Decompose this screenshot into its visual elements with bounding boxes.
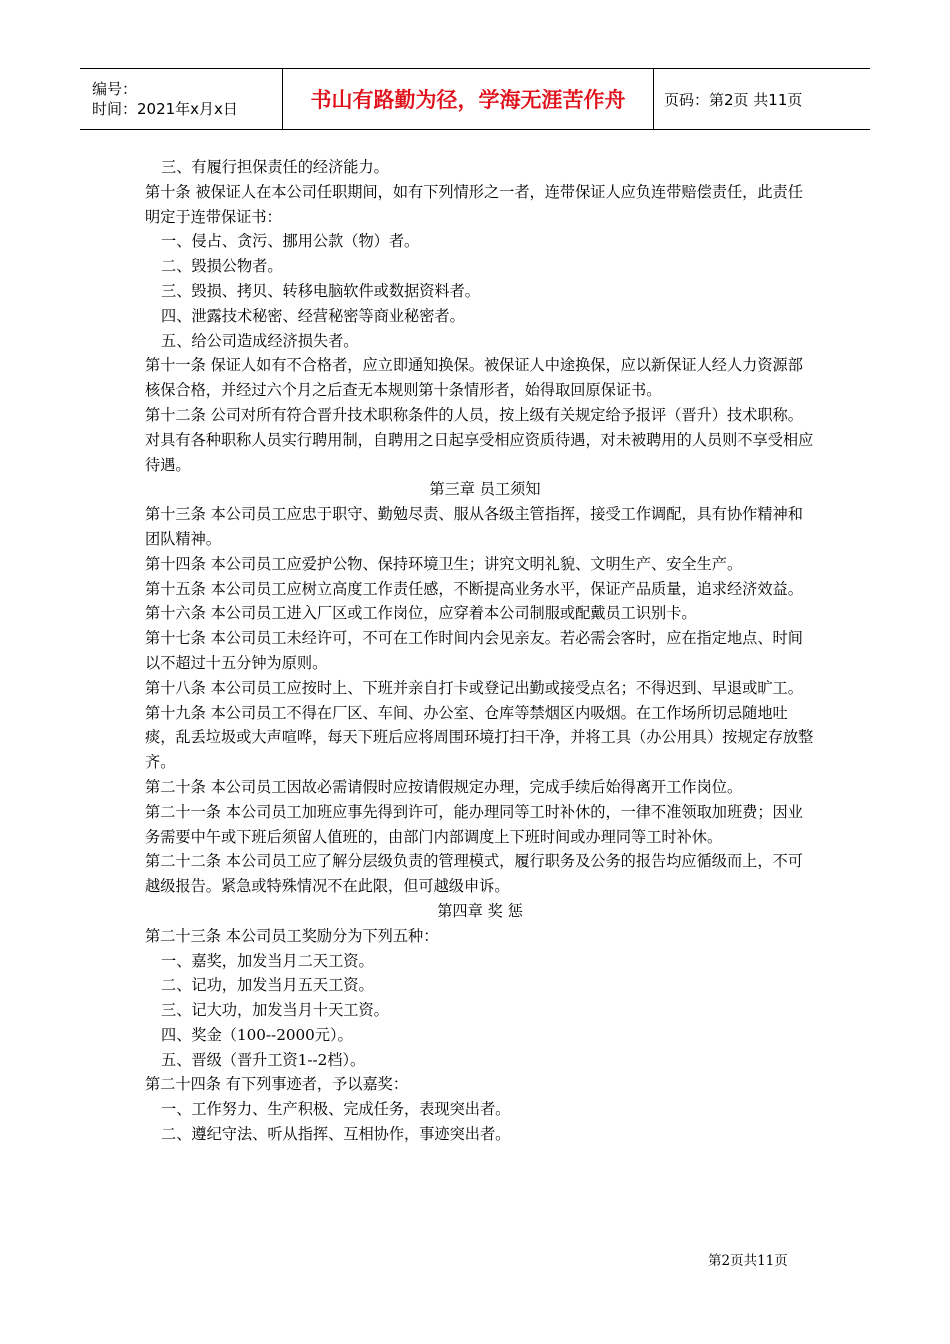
motto: 书山有路勤为径，学海无涯苦作舟 bbox=[282, 69, 654, 129]
item-line: 三、有履行担保责任的经济能力。 bbox=[161, 158, 389, 176]
item-line: 二、遵纪守法、听从指挥、互相协作，事迹突出者。 bbox=[161, 1125, 511, 1144]
item-line: 一、工作努力、生产积极、完成任务，表现突出者。 bbox=[161, 1100, 511, 1119]
number-label: 编号： bbox=[92, 80, 138, 98]
article-16: 第十六条 本公司员工进入厂区或工作岗位，应穿着本公司制服或配戴员工识别卡。 bbox=[145, 604, 697, 623]
article-21: 第二十一条 本公司员工加班应事先得到许可，能办理同等工时补休的，一律不准领取加班费；因业务需要中午或下班后须留人值班的，由部门内部调度上下班时间或办理同等工时补休。 bbox=[145, 802, 803, 846]
article-20: 第二十条 本公司员工因故必需请假时应按请假规定办理，完成手续后始得离开工作岗位。 bbox=[145, 777, 743, 796]
document-header bbox=[80, 68, 870, 130]
article-12: 第十二条 公司对所有符合晋升技术职称条件的人员，按上级有关规定给予报评（晋升）技术职称。对具有各种职称人员实行聘用制，自聘用之日起享受相应资质待遇，对未被聘用的人员则不享受相应待遇。 bbox=[145, 405, 814, 474]
article-17: 第十七条 本公司员工未经许可，不可在工作时间内会见亲友。若必需会客时，应在指定地点、时间以不超过十五分钟为原则。 bbox=[145, 629, 803, 672]
header-meta bbox=[80, 69, 282, 129]
article-15: 第十五条 本公司员工应树立高度工作责任感，不断提高业务水平，保证产品质量，追求经济效益。 bbox=[145, 579, 803, 598]
article-24: 第二十四条 有下列事迹者，予以嘉奖： bbox=[145, 1075, 409, 1094]
item-line: 三、毁损、拷贝、转移电脑软件或数据资料者。 bbox=[161, 281, 480, 300]
time-label: 时间：2021年x月x日 bbox=[92, 100, 238, 118]
article-10: 第十条 被保证人在本公司任职期间，如有下列情形之一者，连带保证人应负连带赔偿责任，此责任明定于连带保证书： bbox=[145, 182, 803, 226]
chapter-4-heading: 第四章 奖 惩 bbox=[437, 901, 523, 920]
article-11: 第十一条 保证人如有不合格者，应立即通知换保。被保证人中途换保，应以新保证人经人力资源部核保合格，并经过六个月之后查无本规则第十条情形者，始得取回原保证书。 bbox=[145, 356, 803, 400]
item-line: 四、泄露技术秘密、经营秘密等商业秘密者。 bbox=[161, 306, 465, 325]
page-footer: 第2页共11页 bbox=[708, 1253, 788, 1269]
chapter-3-heading: 第三章 员工须知 bbox=[429, 480, 541, 499]
article-13: 第十三条 本公司员工应忠于职守、勤勉尽责、服从各级主管指挥，接受工作调配，具有协作精神和团队精神。 bbox=[145, 505, 803, 548]
article-18: 第十八条 本公司员工应按时上、下班并亲自打卡或登记出勤或接受点名；不得迟到、早退或旷工。 bbox=[145, 678, 803, 697]
header-page-info: 页码：第2页 共11页 bbox=[664, 90, 803, 109]
item-line: 二、记功，加发当月五天工资。 bbox=[161, 976, 374, 995]
item-line: 一、侵占、贪污、挪用公款（物）者。 bbox=[161, 232, 420, 251]
article-14: 第十四条 本公司员工应爱护公物、保持环境卫生；讲究文明礼貌、文明生产、安全生产。 bbox=[145, 554, 743, 573]
article-23: 第二十三条 本公司员工奖励分为下列五种： bbox=[145, 926, 439, 945]
item-line: 二、毁损公物者。 bbox=[161, 257, 283, 276]
item-line: 五、给公司造成经济损失者。 bbox=[161, 331, 359, 350]
item-line: 三、记大功，加发当月十天工资。 bbox=[161, 1001, 389, 1020]
item-line: 一、嘉奖，加发当月二天工资。 bbox=[161, 951, 374, 970]
article-22: 第二十二条 本公司员工应了解分层级负责的管理模式，履行职务及公务的报告均应循级而上，不可越级报告。紧急或特殊情况不在此限，但可越级申诉。 bbox=[145, 852, 803, 896]
document-body bbox=[145, 155, 815, 1147]
item-line: 五、晋级（晋升工资1--2档）。 bbox=[161, 1050, 366, 1069]
item-line: 四、奖金（100--2000元）。 bbox=[161, 1025, 353, 1044]
article-19: 第十九条 本公司员工不得在厂区、车间、办公室、仓库等禁烟区内吸烟。在工作场所切忌随地吐痰，乱丢垃圾或大声喧哗，每天下班后应将周围环境打扫干净，并将工具（办公用具）按规定存放整齐。 bbox=[145, 703, 814, 772]
